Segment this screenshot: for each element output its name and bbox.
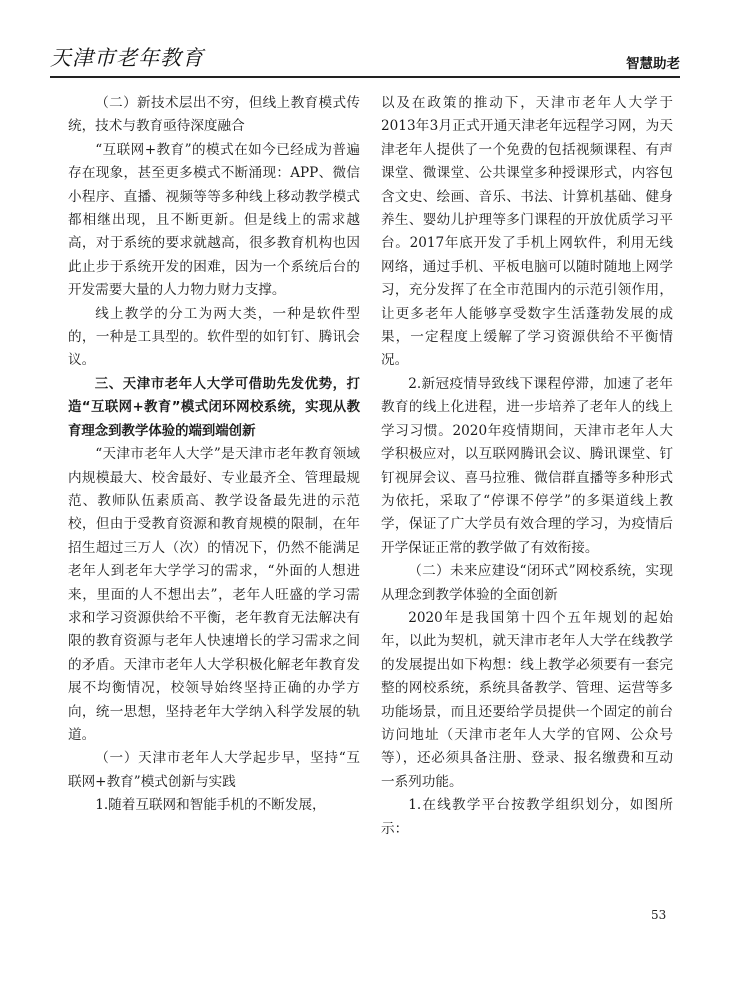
left-column: [68, 92, 360, 818]
journal-logo: 天津市老年教育: [50, 46, 204, 70]
right-column: [381, 92, 673, 841]
paragraph: （一）天津市老年人大学起步早，坚持“互联网+教育”模式创新与实践: [68, 750, 360, 790]
paragraph: 1.随着互联网和智能手机的不断发展，: [95, 797, 326, 814]
section-heading: 三、天津市老年人大学可借助先发优势，打造“互联网+教育”模式闭环网校系统，实现从教育理念到教学体验的端到端创新: [68, 376, 360, 439]
paragraph: 以及在政策的推动下，天津市老年人大学于2013年3月正式开通天津老年远程学习网，为天津老年人提供了一个免费的包括视频课程、有声课堂、微课堂、公共课堂多种授课形式，内容包含文史、绘画、音乐、书法、计算机基础、健身养生、婴幼儿护理等多门课程的开放优质学习平台。2017年底开发了手机上网软件，利用无线网络，通过手机、平板电脑可以随时随地上网学习，充分发挥了在全市范围内的示范引领作用，让更多老年人能够享受数字生活蓬勃发展的成果，一定程度上缓解了学习资源供给不平衡情况。: [381, 95, 673, 369]
paragraph: （二）未来应建设“闭环式”网校系统，实现从理念到教学体验的全面创新: [381, 563, 673, 603]
paragraph: 2020年是我国第十四个五年规划的起始年，以此为契机，就天津市老年人大学在线教学的发展提出如下构想：线上教学必须要有一套完整的网校系统，系统具备教学、管理、运营等多功能场景，而且还要给学员提供一个固定的前台访问地址（天津市老年人大学的官网、公众号等），还必须具备注册、登录、报名缴费和互动一系列功能。: [381, 609, 673, 790]
page-number: 53: [651, 908, 667, 922]
header-rule: [50, 76, 680, 78]
paragraph: “天津市老年人大学”是天津市老年教育领域内规模最大、校舍最好、专业最齐全、管理最规范、教师队伍素质高、教学设备最先进的示范校，但由于受教育资源和教育规模的限制，在年招生超过三万人（次）的情况下，仍然不能满足老年人到老年大学学习的需求，“外面的人想进来，里面的人不想出去”，老年人旺盛的学习需求和学习资源供给不平衡，老年教育无法解决有限的教育资源与老年人快速增长的学习需求之间的矛盾。天津市老年人大学积极化解老年教育发展不均衡情况，校领导始终坚持正确的办学方向，统一思想，坚持老年大学纳入科学发展的轨道。: [68, 446, 360, 743]
paragraph: “互联网+教育”的模式在如今已经成为普遍存在现象，甚至更多模式不断涌现：APP、微信小程序、直播、视频等等多种线上移动教学模式都相继出现，且不断更新。但是线上的需求越高，对于系统的要求就越高，很多教育机构也因此止步于系统开发的困难，因为一个系统后台的开发需要大量的人力物力财力支撑。: [68, 141, 360, 299]
paragraph: 2.新冠疫情导致线下课程停滞，加速了老年教育的线上化进程，进一步培养了老年人的线上学习习惯。2020年疫情期间，天津市老年人大学积极应对，以互联网腾讯会议、腾讯课堂、钉钉视屏会议、喜马拉雅、微信群直播等多种形式为依托，采取了“停课不停学”的多渠道线上教学，保证了广大学员有效合理的学习，为疫情后开学保证正常的教学做了有效衔接。: [381, 375, 673, 556]
paragraph: 1.在线教学平台按教学组织划分，如图所示：: [381, 797, 673, 837]
page-header: [50, 40, 680, 80]
paragraph: 线上教学的分工为两大类，一种是软件型的，一种是工具型的。软件型的如钉钉、腾讯会议。: [68, 305, 360, 369]
section-title: 智慧助老: [626, 56, 680, 72]
paragraph: （二）新技术层出不穷，但线上教育模式传统，技术与教育亟待深度融合: [68, 95, 360, 135]
